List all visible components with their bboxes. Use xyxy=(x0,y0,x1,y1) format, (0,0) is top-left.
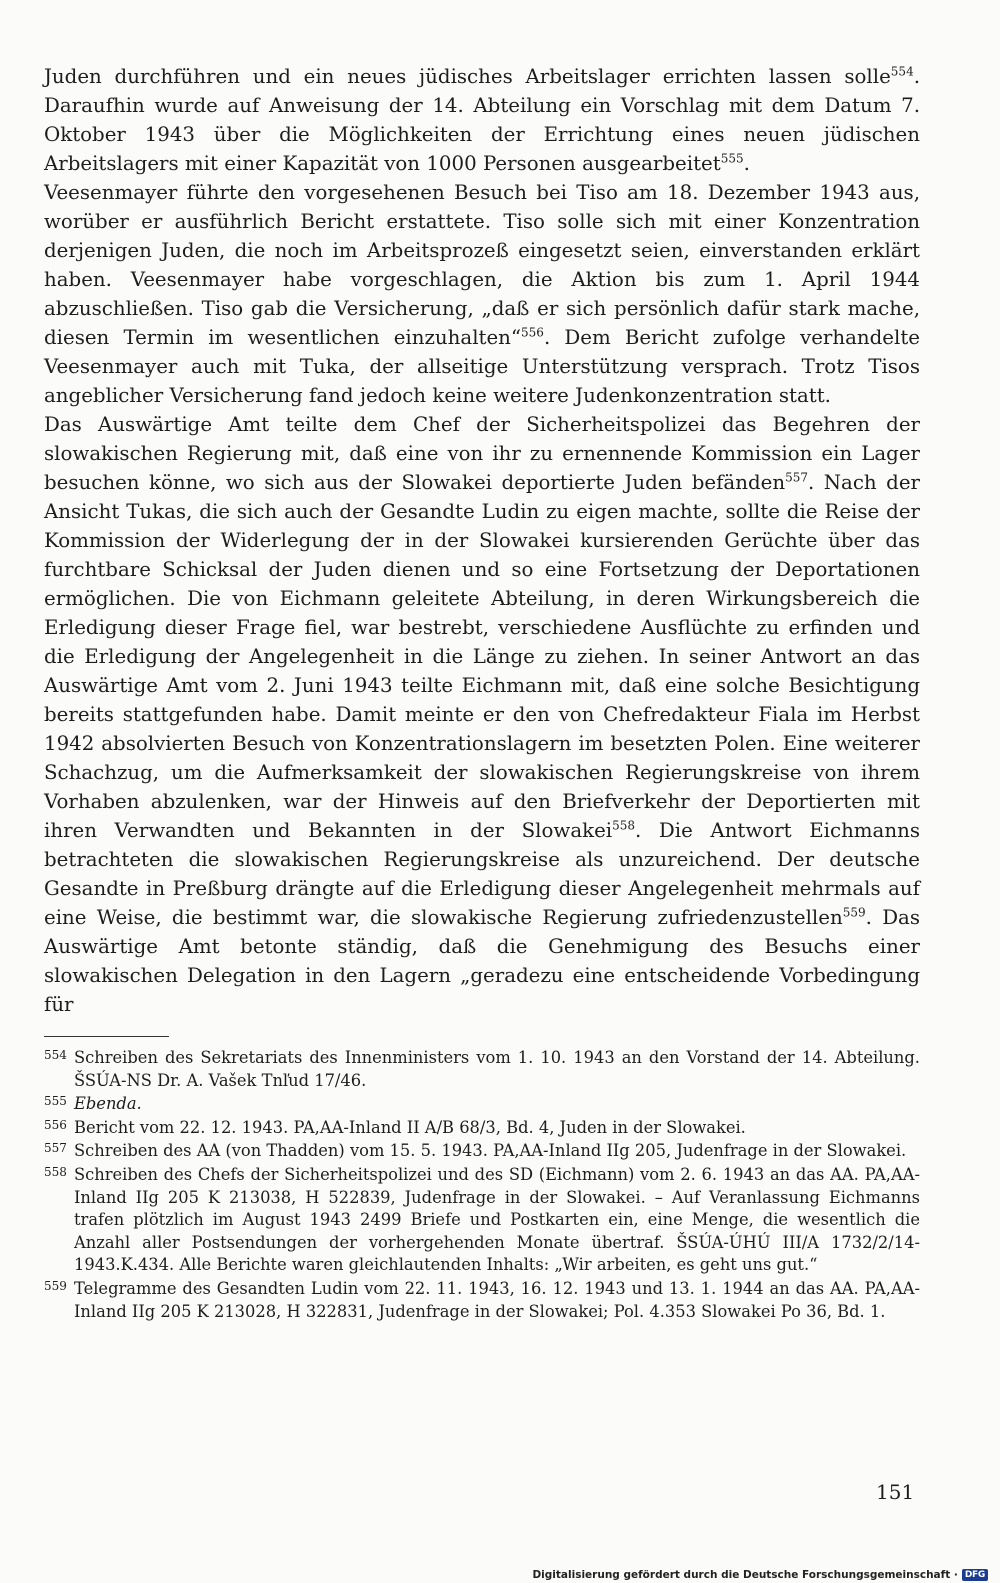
paragraph-text: Das Auswärtige Amt teilte dem Chef der Sicherheitspolizei das Begehren der slowakischen Regierung mit, daß eine von ihr zu ernennende Kommission ein Lager besuchen könne, wo sich aus der Slowakei deportierte Juden befänden xyxy=(44,413,920,494)
credit-text: Digitalisierung gefördert durch die Deutsche Forschungsgemeinschaft · xyxy=(532,1569,958,1581)
paragraph-text: . Nach der Ansicht Tukas, die sich auch der Gesandte Ludin zu eigen machte, sollte die Reise der Kommission der Widerlegung der in der Slowakei kursierenden Gerüchte über das furchtbare Schicksal der Juden dienen und so eine Fortsetzung der Deportationen ermöglichen. Die von Eichmann geleitete Abteilung, in deren Wirkungsbereich die Erledigung dieser Frage fiel, war bestrebt, verschiedene Ausflüchte zu erfinden und die Erledigung der Angelegenheit in die Länge zu ziehen. In seiner Antwort an das Auswärtige Amt vom 2. Juni 1943 teilte Eichmann mit, daß eine solche Besichtigung bereits stattgefunden habe. Damit meinte er den von Chefredakteur Fiala im Herbst 1942 absolvierten Besuch von Konzentrationslagern im besetzten Polen. Eine weiterer Schachzug, um die Aufmerksamkeit der slowakischen Regierungskreise von ihrem Vorhaben abzulenken, war der Hinweis auf den Briefverkehr der Deportierten mit ihren Verwandten und Bekannten in der Slowakei xyxy=(44,471,920,842)
dfg-logo-icon: DFG xyxy=(962,1569,988,1581)
footnote-text: Schreiben des Chefs der Sicherheitspolizei und des SD (Eichmann) vom 2. 6. 1943 an das AA. PA,AA-Inland IIg 205 K 213038, H 522839, Judenfrage in der Slowakei. – Auf Veranlassung Eichmanns trafen plötzlich im August 1943 2499 Briefe und Postkarten ein, eine Menge, die wesentlich die Anzahl aller Postsendungen der vorhergehenden Monate übertraf. ŠSÚA-ÚHÚ III/A 1732/2/14-1943.K.434. Alle Berichte waren gleichlautenden Inhalts: „Wir arbeiten, es geht uns gut.“ xyxy=(74,1164,920,1275)
body-text xyxy=(44,62,920,1019)
footnote-text: Schreiben des AA (von Thadden) vom 15. 5. 1943. PA,AA-Inland IIg 205, Judenfrage in der Slowakei. xyxy=(74,1141,907,1161)
footnote-ref[interactable]: 557 xyxy=(785,470,808,485)
paragraph xyxy=(44,410,920,1019)
paragraph-text: . Dem Bericht zufolge verhandelte Veesenmayer auch mit Tuka, der allseitige Unterstützung versprach. Trotz Tisos angeblicher Versicherung fand jedoch keine weitere Judenkonzentration statt. xyxy=(44,326,920,407)
footnote-ref[interactable]: 559 xyxy=(842,905,866,920)
footnote-ref[interactable]: 558 xyxy=(612,818,636,833)
footnote-ref[interactable]: 555 xyxy=(720,151,744,166)
page xyxy=(44,62,920,1323)
paragraph-text: . xyxy=(743,152,750,175)
footnote-text: Schreiben des Sekretariats des Innenministers vom 1. 10. 1943 an den Vorstand der 14. Abteilung. ŠSÚA-NS Dr. A. Vašek Tnľud 17/46. xyxy=(74,1048,920,1090)
footnote-ref[interactable]: 554 xyxy=(890,64,914,79)
footnotes xyxy=(44,1047,920,1323)
footnote xyxy=(44,1140,920,1163)
footnote-number: 555 xyxy=(44,1094,67,1109)
footnote-number: 554 xyxy=(44,1048,67,1062)
footnote-number: 556 xyxy=(44,1117,67,1132)
footnote xyxy=(44,1164,920,1277)
footnote-number: 559 xyxy=(44,1278,67,1293)
page-number: 151 xyxy=(876,1480,915,1504)
footnote xyxy=(44,1047,920,1092)
paragraph xyxy=(44,62,920,178)
paragraph-text: Juden durchführen und ein neues jüdisches Arbeitslager errichten lassen solle xyxy=(44,65,891,88)
paragraph xyxy=(44,178,920,410)
paragraph-text: . Daraufhin wurde auf Anweisung der 14. Abteilung ein Vorschlag mit dem Datum 7. Oktober 1943 über die Möglichkeiten der Errichtung eines neuen jüdischen Arbeitslagers mit einer Kapazität von 1000 Personen ausgearbeitet xyxy=(44,65,920,175)
paragraph-text: . Die Antwort Eichmanns betrachteten die slowakischen Regierungskreise als unzureichend. Der deutsche Gesandte in Preßburg drängte auf die Erledigung dieser Angelegenheit mehrmals auf eine Weise, die bestimmt war, die slowakische Regierung zufriedenzustellen xyxy=(44,819,920,929)
footnote-text: Ebenda. xyxy=(74,1094,142,1114)
footnote-text: Bericht vom 22. 12. 1943. PA,AA-Inland II A/B 68/3, Bd. 4, Juden in der Slowakei. xyxy=(74,1117,746,1137)
footnote-number: 558 xyxy=(44,1164,67,1179)
footnote-separator xyxy=(44,1036,169,1037)
digitization-credit xyxy=(532,1569,988,1581)
footnote xyxy=(44,1117,920,1140)
footnote xyxy=(44,1093,920,1116)
footnote xyxy=(44,1278,920,1323)
footnote-ref[interactable]: 556 xyxy=(521,325,544,340)
paragraph-text: Veesenmayer führte den vorgesehenen Besuch bei Tiso am 18. Dezember 1943 aus, worüber er ausführlich Bericht erstattete. Tiso solle sich mit einer Konzentration derjenigen Juden, die noch im Arbeitsprozeß eingesetzt seien, einverstanden erklärt haben. Veesenmayer habe vorgeschlagen, die Aktion bis zum 1. April 1944 abzuschließen. Tiso gab die Versicherung, „daß er sich persönlich dafür stark mache, diesen Termin im wesentlichen einzuhalten“ xyxy=(44,181,920,349)
footnote-number: 557 xyxy=(44,1141,67,1156)
footnote-text: Telegramme des Gesandten Ludin vom 22. 11. 1943, 16. 12. 1943 und 13. 1. 1944 an das AA. PA,AA-Inland IIg 205 K 213028, H 322831, Judenfrage in der Slowakei; Pol. 4.353 Slowakei Po 36, Bd. 1. xyxy=(74,1278,920,1321)
paragraph-text: . Das Auswärtige Amt betonte ständig, daß die Genehmigung des Besuchs einer slowakischen Delegation in den Lagern „geradezu eine entscheidende Vorbedingung für xyxy=(44,906,920,1016)
